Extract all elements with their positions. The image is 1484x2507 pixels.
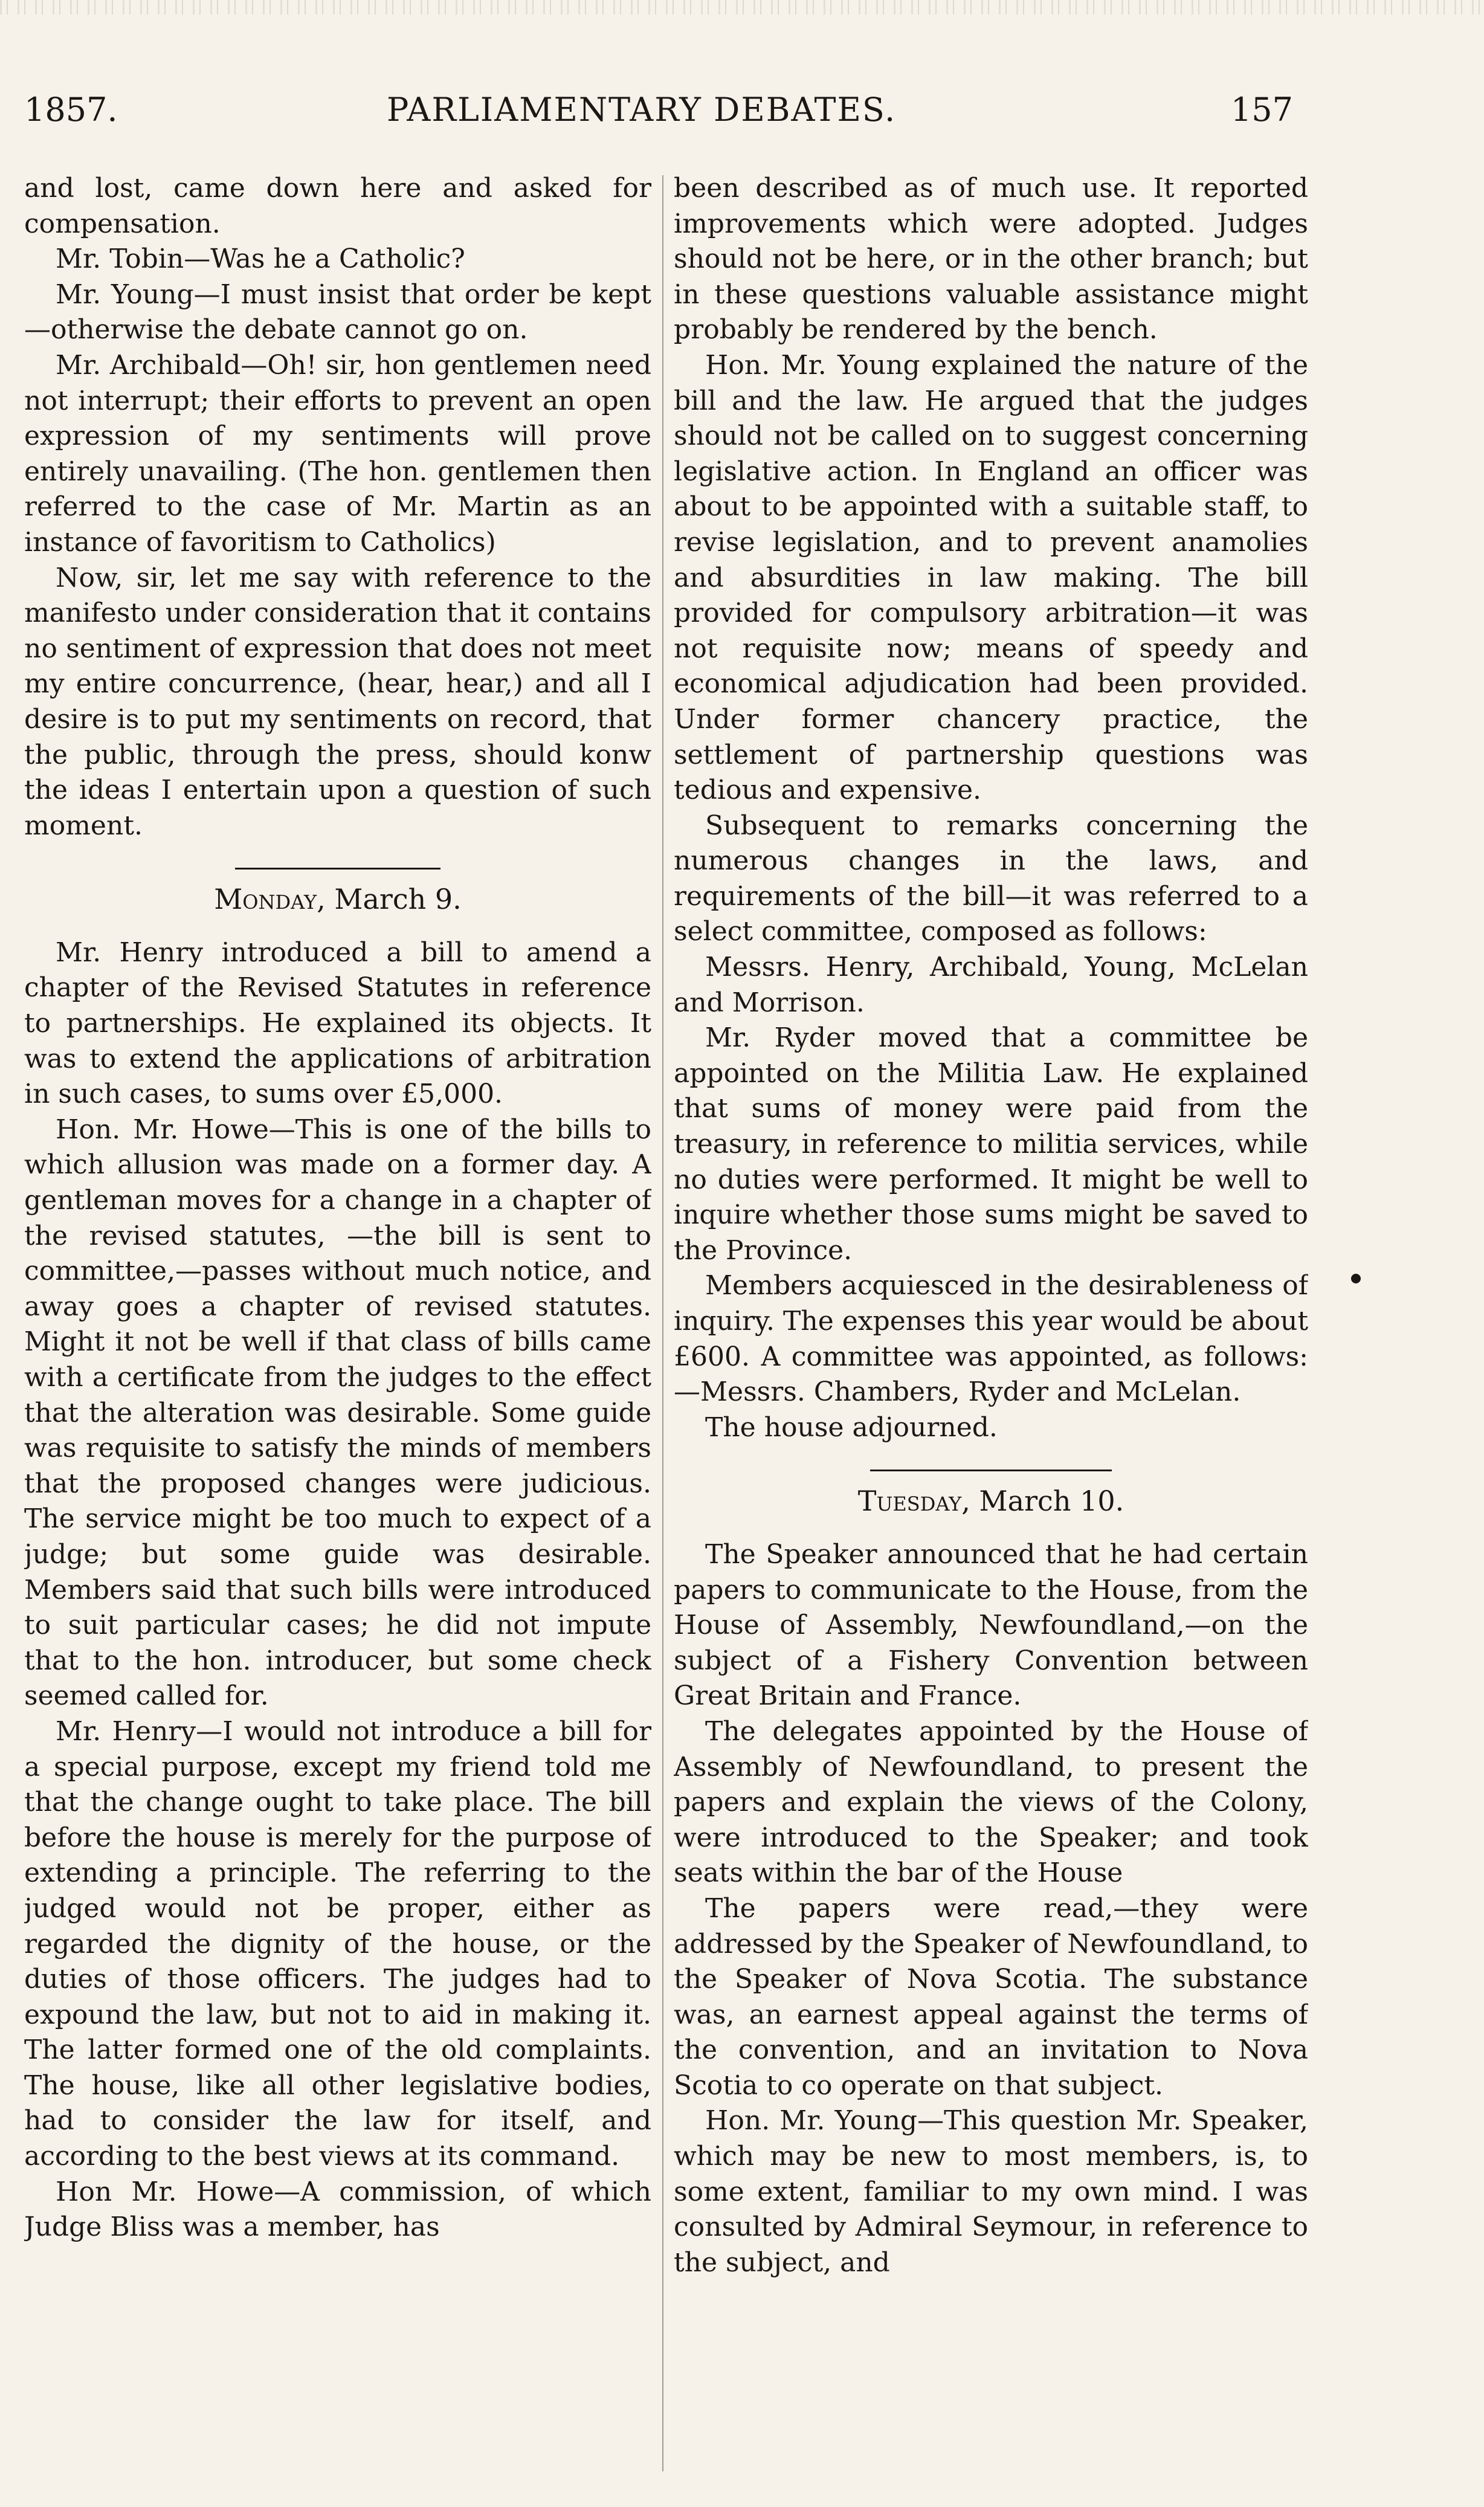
scan-edge-noise — [0, 0, 1484, 15]
paragraph: Mr. Henry—I would not introduce a bill for a special purpose, except my friend told me that the change ought to take place. The bill before the house is merely for the purpose of extending a principle. The referring to the judged would not be proper, either as regarded the dignity of the house, or the duties of those officers. The judges had to expound the law, but not to aid in making it. The latter formed one of the old complaints. The house, like all other legislative bodies, had to consider the law for itself, and according to the best views at its command. — [24, 1715, 651, 2172]
paragraph: Now, sir, let me say with reference to the manifesto under consideration that it contains no sentiment of expression that does not meet my entire concurrence, (hear, hear,) and all I desire is to put my sentiments on record, that the public, through the press, should konw the ideas I entertain upon a question of such moment. — [24, 562, 651, 841]
section-divider — [235, 868, 440, 870]
paragraph: Hon. Mr. Young explained the nature of the bill and the law. He argued that the judges should not be called on to suggest concerning legislative action. In England an officer was about to be appointed with a suitable staff, to revise legislation, and to prevent anamolies and absurdities in law making. The bill provided for compulsory arbitration—it was not requisite now; means of speedy and economical adjudication had been provided. Under former chancery practice, the settlement of partnership questions was tedious and expensive. — [674, 349, 1308, 806]
right-column — [674, 171, 1308, 2473]
paragraph: The delegates appointed by the House of Assembly of Newfoundland, to present the papers and explain the views of the Colony, were introduced to the Speaker; and took seats within the bar of the House — [674, 1715, 1308, 1889]
paragraph: Mr. Young—I must insist that order be kept—otherwise the debate cannot go on. — [24, 279, 651, 346]
heading-day: Monday — [214, 883, 317, 916]
paragraph: been described as of much use. It reported improvements which were adopted. Judges should not be here, or in the other branch; but in these questions valuable assistance might probably be rendered by the bench. — [674, 173, 1308, 346]
paragraph: The Speaker announced that he had certain papers to communicate to the House, from the House of Assembly, Newfoundland,—on the subject of a Fishery Convention between Great Britain and France. — [674, 1538, 1308, 1712]
header-year: 1857. — [24, 91, 118, 129]
paragraph: and lost, came down here and asked for compensation. — [24, 173, 651, 239]
page-header — [24, 91, 1293, 145]
column-rule — [662, 175, 663, 2471]
header-page-number: 157 — [1230, 91, 1293, 129]
paragraph: Hon Mr. Howe—A commission, of which Judge Bliss was a member, has — [24, 2176, 651, 2243]
section-heading-tuesday — [674, 1483, 1308, 1519]
paragraph: Mr. Ryder moved that a committee be appointed on the Militia Law. He explained that sums of money were paid from the treasury, in reference to militia services, while no duties were performed. It might be well to inquire whether those sums might be saved to the Province. — [674, 1022, 1308, 1266]
heading-date: , March 9. — [317, 883, 462, 916]
section-heading-monday — [24, 882, 651, 917]
ink-spot — [1351, 1274, 1361, 1283]
paragraph: Mr. Archibald—Oh! sir, hon gentlemen need not interrupt; their efforts to prevent an open expression of my sentiments will prove entirely unavailing. (The hon. gentlemen then referred to the case of Mr. Martin as an instance of favoritism to Catholics) — [24, 349, 651, 558]
paragraph: Members acquiesced in the desirableness of inquiry. The expenses this year would be about £600. A committee was appointed, as follows:—Messrs. Chambers, Ryder and McLelan. — [674, 1270, 1308, 1408]
paragraph: Mr. Henry introduced a bill to amend a chapter of the Revised Statutes in reference to partnerships. He explained its objects. It was to extend the applications of arbitration in such cases, to sums over £5,000. — [24, 937, 651, 1110]
heading-day: Tuesday — [857, 1485, 962, 1518]
paragraph: Hon. Mr. Young—This question Mr. Speaker, which may be new to most members, is, to some extent, familiar to my own mind. I was consulted by Admiral Seymour, in reference to the subject, and — [674, 2105, 1308, 2278]
paragraph: Mr. Tobin—Was he a Catholic? — [56, 244, 465, 275]
paragraph: Messrs. Henry, Archibald, Young, McLelan and Morrison. — [674, 952, 1308, 1018]
paragraph: Subsequent to remarks concerning the numerous changes in the laws, and requirements of the bill—it was referred to a select committee, composed as follows: — [674, 810, 1308, 947]
paragraph: The papers were read,—they were addressed by the Speaker of Newfoundland, to the Speaker of Nova Scotia. The substance was, an earnest appeal against the terms of the convention, and an invitation to Nova Scotia to co operate on that subject. — [674, 1892, 1308, 2101]
left-column — [24, 171, 651, 2473]
header-title: PARLIAMENTARY DEBATES. — [387, 91, 897, 129]
paragraph: Hon. Mr. Howe—This is one of the bills to which allusion was made on a former day. A gentleman moves for a change in a chapter of the revised statutes, —the bill is sent to committee,—passes without much notice, and away goes a chapter of revised statutes. Might it not be well if that class of bills came with a certificate from the judges to the effect that the alteration was desirable. Some guide was requisite to satisfy the minds of members that the proposed changes were judicious. The service might be too much to expect of a judge; but some guide was desirable. Members said that such bills were introduced to suit particular cases; he did not impute that to the hon. introducer, but some check seemed called for. — [24, 1114, 651, 1712]
section-divider — [870, 1470, 1112, 1471]
paragraph: The house adjourned. — [705, 1412, 998, 1443]
heading-date: , March 10. — [961, 1485, 1124, 1518]
